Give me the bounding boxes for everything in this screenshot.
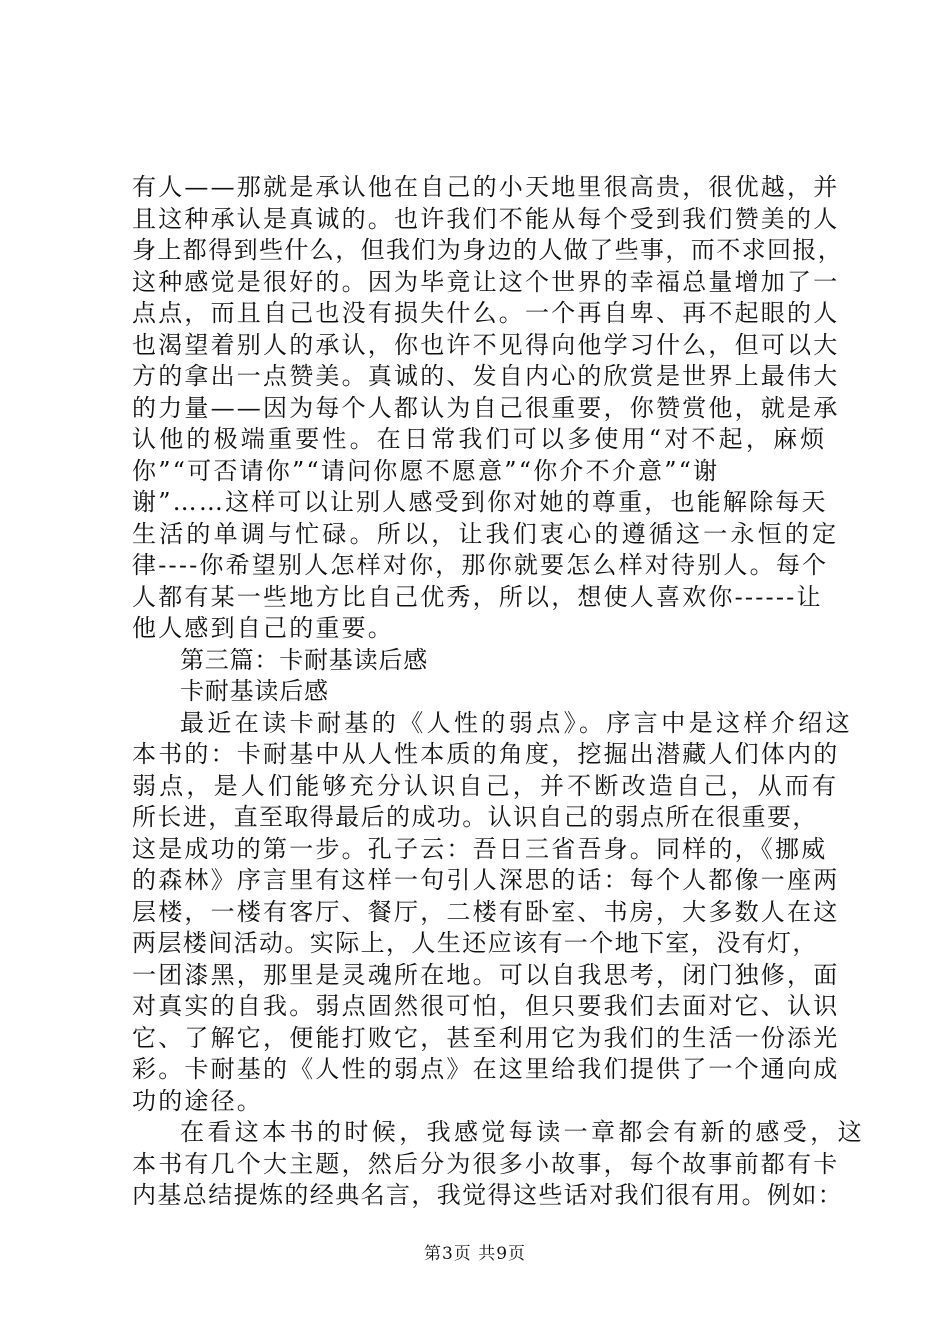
text-line: 点点，而且自己也没有损失什么。一个再自卑、再不起眼的人 — [132, 299, 840, 327]
text-line: 一团漆黑，那里是灵魂所在地。可以自我思考，闭门独修，面 — [132, 960, 840, 989]
text-line: 的森林》序言里有这样一句引人深思的话：每个人都像一座两 — [132, 866, 840, 894]
text-line: 认他的极端重要性。在日常我们可以多使用“对不起，麻烦 — [132, 425, 828, 453]
text-line: 最近在读卡耐基的《人性的弱点》。序言中是这样介绍这 — [180, 708, 853, 737]
text-line: 本书有几个大主题，然后分为很多小故事，每个故事前都有卡 — [132, 1149, 840, 1178]
text-line: 的力量——因为每个人都认为自己很重要，你赞赏他，就是承 — [132, 393, 840, 422]
text-line: 生活的单调与忙碌。所以，让我们衷心的遵循这一永恒的定 — [132, 519, 840, 548]
text-line: 所长进，直至取得最后的成功。认识自己的弱点所在很重要， — [132, 803, 818, 831]
text-line: 它、了解它，便能打败它，甚至利用它为我们的生活一份添光 — [132, 1023, 840, 1052]
text-line: 这种感觉是很好的。因为毕竟让这个世界的幸福总量增加了一 — [132, 267, 840, 296]
text-line: 弱点，是人们能够充分认识自己，并不断改造自己，从而有 — [132, 771, 840, 800]
page-number-footer: 第3页 共9页 — [423, 1244, 527, 1264]
text-line: 也渴望着别人的承认，你也许不见得向他学习什么，但可以大 — [132, 330, 840, 359]
section-heading: 第三篇：卡耐基读后感 — [180, 645, 428, 674]
text-line: 两层楼间活动。实际上，人生还应该有一个地下室，没有灯， — [132, 929, 818, 957]
text-line: 有人——那就是承认他在自己的小天地里很高贵，很优越，并 — [132, 173, 840, 201]
text-line: 人都有某一些地方比自己优秀，所以，想使人喜欢你------让 — [132, 582, 823, 611]
text-line: 律----你希望别人怎样对你，那你就要怎么样对待别人。每个 — [132, 551, 829, 579]
text-line: 层楼，一楼有客厅、餐厅，二楼有卧室、书房，大多数人在这 — [132, 897, 840, 926]
text-line: 谢”……这样可以让别人感受到你对她的尊重，也能解除每天 — [132, 488, 828, 516]
text-line: 方的拿出一点赞美。真诚的、发自内心的欣赏是世界上最伟大 — [132, 362, 840, 390]
text-line: 他人感到自己的重要。 — [132, 614, 394, 642]
text-line: 彩。卡耐基的《人性的弱点》在这里给我们提供了一个通向成 — [132, 1055, 840, 1083]
text-line: 这是成功的第一步。孔子云：吾日三省吾身。同样的，《挪威 — [132, 834, 828, 863]
text-line: 且这种承认是真诚的。也许我们不能从每个受到我们赞美的人 — [132, 204, 840, 233]
text-line: 身上都得到些什么，但我们为身边的人做了些事，而不求回报， — [132, 236, 844, 264]
text-line: 对真实的自我。弱点固然很可怕，但只要我们去面对它、认识 — [132, 992, 840, 1020]
body-text — [132, 172, 865, 1212]
text-line: 在看这本书的时候，我感觉每读一章都会有新的感受，这 — [180, 1118, 865, 1146]
text-line: 内基总结提炼的经典名言，我觉得这些话对我们很有用。例如： — [132, 1181, 844, 1209]
sub-heading: 卡耐基读后感 — [180, 677, 329, 705]
text-line: 本书的：卡耐基中从人性本质的角度，挖掘出潜藏人们体内的 — [132, 740, 840, 768]
text-line: 功的途径。 — [132, 1086, 263, 1115]
text-line: 你”“可否请你”“请问你愿不愿意”“你介不介意”“谢 — [132, 456, 720, 485]
